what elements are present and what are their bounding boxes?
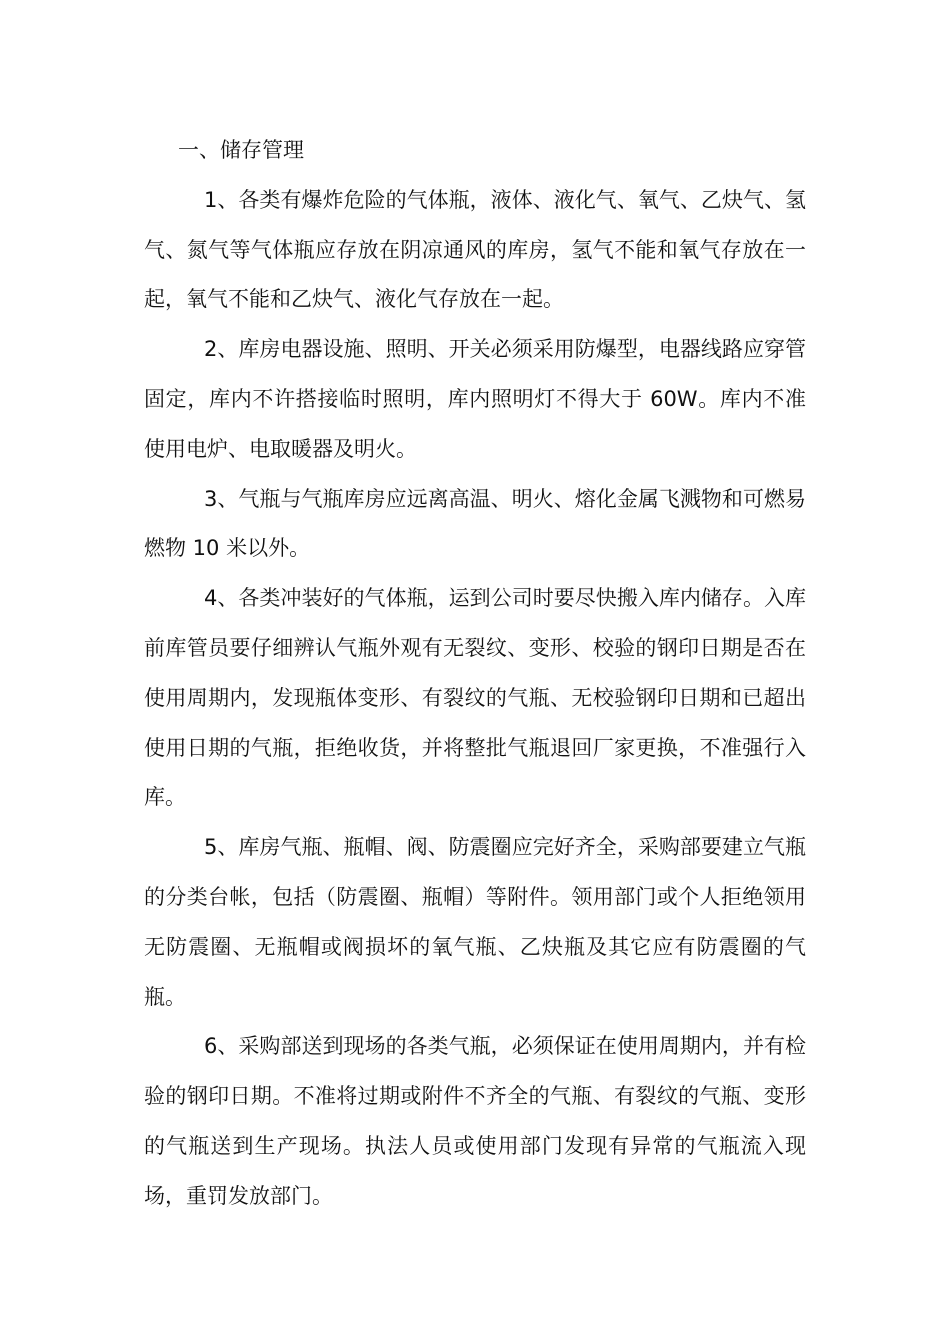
paragraph-6: 6、采购部送到现场的各类气瓶，必须保证在使用周期内，并有检验的钢印日期。不准将过期或附件不齐全的气瓶、有裂纹的气瓶、变形的气瓶送到生产现场。执法人员或使用部门发现有异常的气瓶流入现场，重罚发放部门。 <box>144 1034 806 1208</box>
section-heading: 一、储存管理 <box>178 138 304 162</box>
paragraph-3: 3、气瓶与气瓶库房应远离高温、明火、熔化金属飞溅物和可燃易燃物 10 米以外。 <box>144 486 806 561</box>
paragraph-2: 2、库房电器设施、照明、开关必须采用防爆型，电器线路应穿管固定，库内不许搭接临时照明，库内照明灯不得大于 60W。库内不准使用电炉、电取暖器及明火。 <box>144 337 806 461</box>
paragraph-4: 4、各类冲装好的气体瓶，运到公司时要尽快搬入库内储存。入库前库管员要仔细辨认气瓶外观有无裂纹、变形、校验的钢印日期是否在使用周期内，发现瓶体变形、有裂纹的气瓶、无校验钢印日期和已超出使用日期的气瓶，拒绝收货，并将整批气瓶退回厂家更换，不准强行入库。 <box>144 586 806 810</box>
paragraph-5: 5、库房气瓶、瓶帽、阀、防震圈应完好齐全，采购部要建立气瓶的分类台帐，包括（防震圈、瓶帽）等附件。领用部门或个人拒绝领用无防震圈、无瓶帽或阀损坏的氧气瓶、乙炔瓶及其它应有防震圈的气瓶。 <box>144 835 806 1009</box>
document-body <box>144 126 806 1222</box>
paragraph-1: 1、各类有爆炸危险的气体瓶，液体、液化气、氧气、乙炔气、氢气、氮气等气体瓶应存放在阴凉通风的库房，氢气不能和氧气存放在一起，氧气不能和乙炔气、液化气存放在一起。 <box>144 187 806 312</box>
